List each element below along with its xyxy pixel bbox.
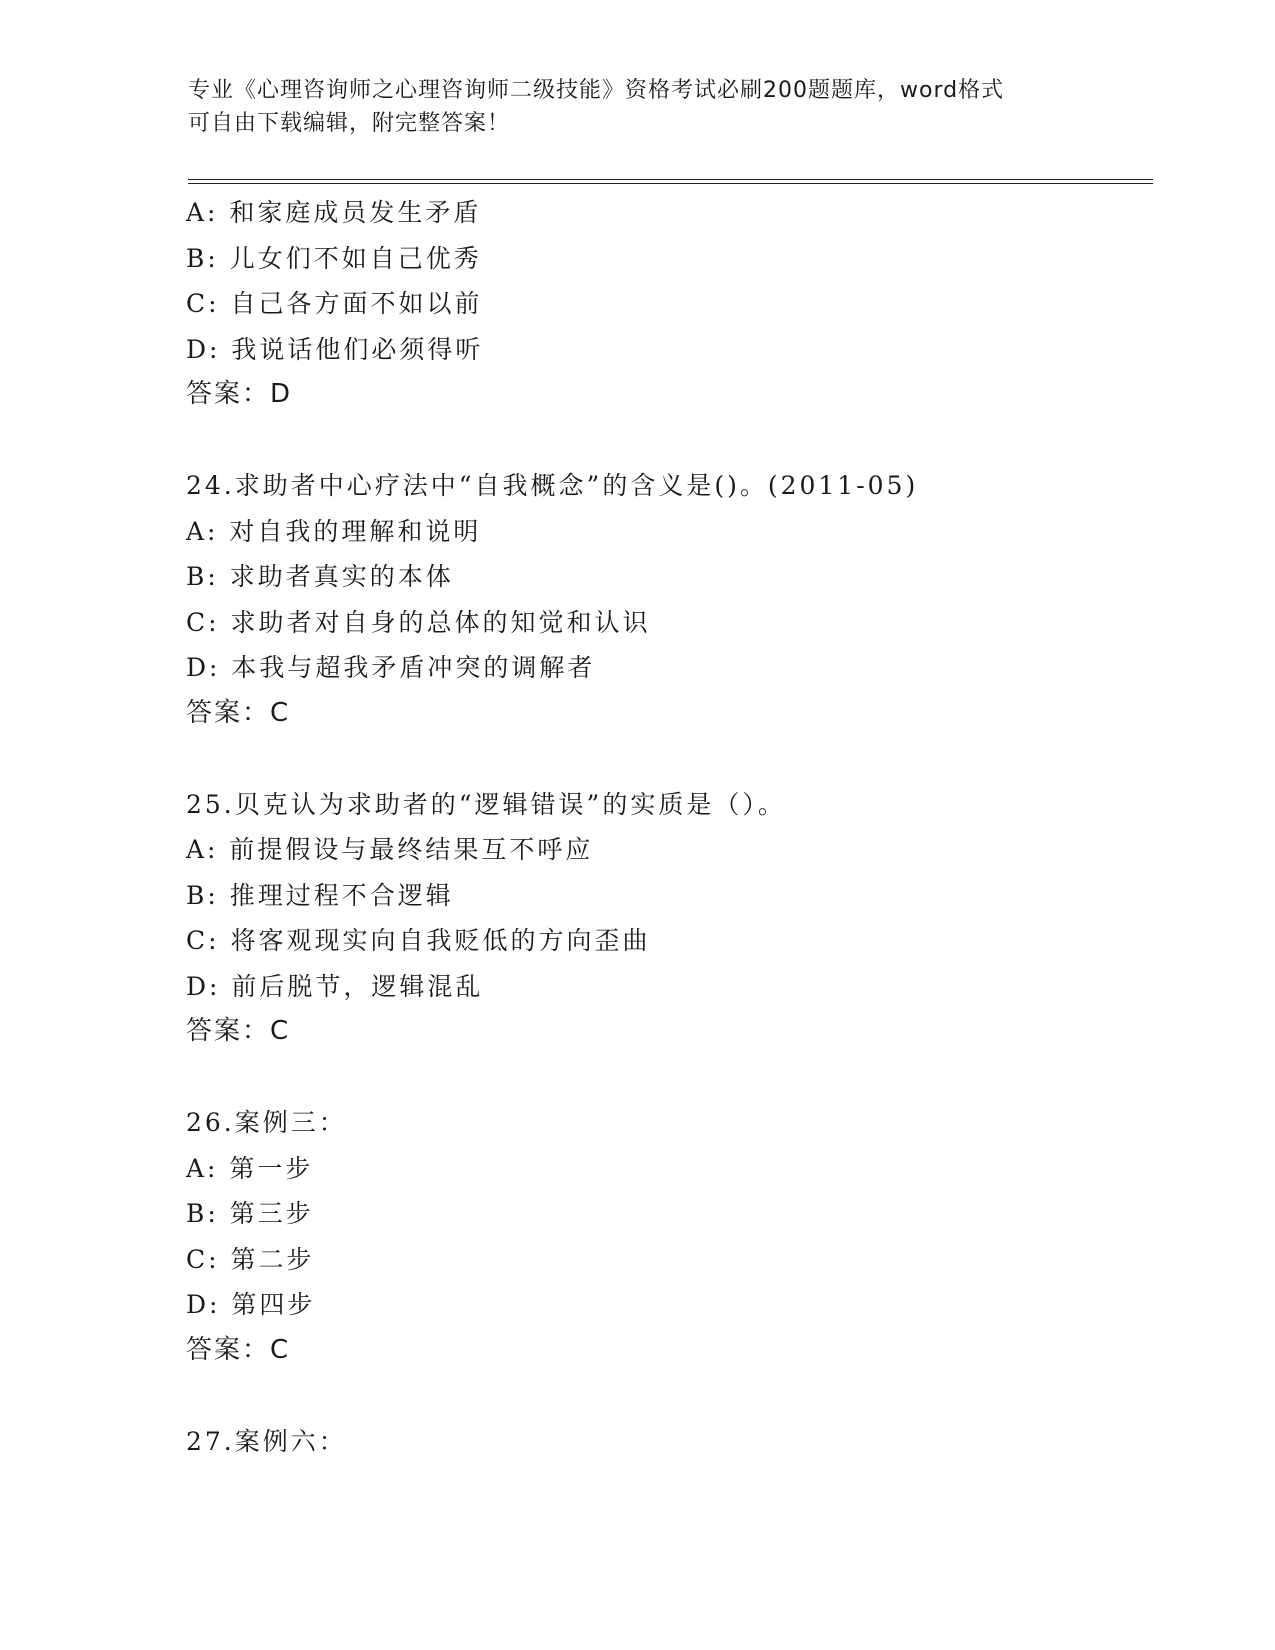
question-block-25 bbox=[186, 782, 1166, 1055]
option-b: B: 求助者真实的本体 bbox=[186, 562, 454, 591]
question-stem: 25.贝克认为求助者的“逻辑错误”的实质是（）。 bbox=[186, 789, 786, 819]
option-b: B: 儿女们不如自己优秀 bbox=[186, 243, 482, 273]
answer-line: 答案：D bbox=[186, 379, 293, 409]
option-a: A: 对自我的理解和说明 bbox=[186, 516, 482, 546]
spacer bbox=[186, 418, 1166, 464]
spacer bbox=[186, 1055, 1166, 1101]
header-title-line-1: 专业《心理咨询师之心理咨询师二级技能》资格考试必刷200题题库，word格式 bbox=[188, 78, 1005, 103]
option-b: B: 推理过程不合逻辑 bbox=[186, 880, 454, 910]
question-stem: 24.求助者中心疗法中“自我概念”的含义是()。(2011-05) bbox=[186, 471, 919, 500]
option-d: D: 本我与超我矛盾冲突的调解者 bbox=[186, 653, 596, 682]
option-b: B: 第三步 bbox=[186, 1199, 314, 1228]
answer-line: 答案：C bbox=[186, 1016, 291, 1046]
answer-line: 答案：C bbox=[186, 1334, 291, 1365]
spacer bbox=[186, 1373, 1166, 1419]
option-d: D: 我说话他们必须得听 bbox=[186, 334, 484, 364]
question-list bbox=[186, 190, 1166, 1464]
option-d: D: 第四步 bbox=[186, 1290, 316, 1319]
option-c: C: 将客观现实向自我贬低的方向歪曲 bbox=[186, 926, 651, 955]
option-a: A: 前提假设与最终结果互不呼应 bbox=[186, 835, 594, 864]
option-a: A: 和家庭成员发生矛盾 bbox=[186, 198, 482, 227]
answer-line: 答案：C bbox=[186, 697, 291, 728]
header-divider bbox=[188, 179, 1153, 184]
question-block-24 bbox=[186, 463, 1166, 736]
option-c: C: 求助者对自身的总体的知觉和认识 bbox=[186, 607, 651, 637]
header-title-line-2: 可自由下载编辑，附完整答案！ bbox=[188, 111, 511, 136]
option-d: D: 前后脱节，逻辑混乱 bbox=[186, 971, 484, 1001]
question-block-26 bbox=[186, 1100, 1166, 1373]
question-stem: 27.案例六： bbox=[186, 1426, 347, 1456]
question-block-27 bbox=[186, 1419, 1166, 1465]
option-c: C: 第二步 bbox=[186, 1244, 315, 1274]
option-a: A: 第一步 bbox=[186, 1153, 314, 1183]
spacer bbox=[186, 736, 1166, 782]
question-stem: 26.案例三： bbox=[186, 1108, 347, 1137]
question-block-partial bbox=[186, 190, 1166, 418]
document-header bbox=[188, 74, 1088, 140]
option-c: C: 自己各方面不如以前 bbox=[186, 289, 483, 318]
